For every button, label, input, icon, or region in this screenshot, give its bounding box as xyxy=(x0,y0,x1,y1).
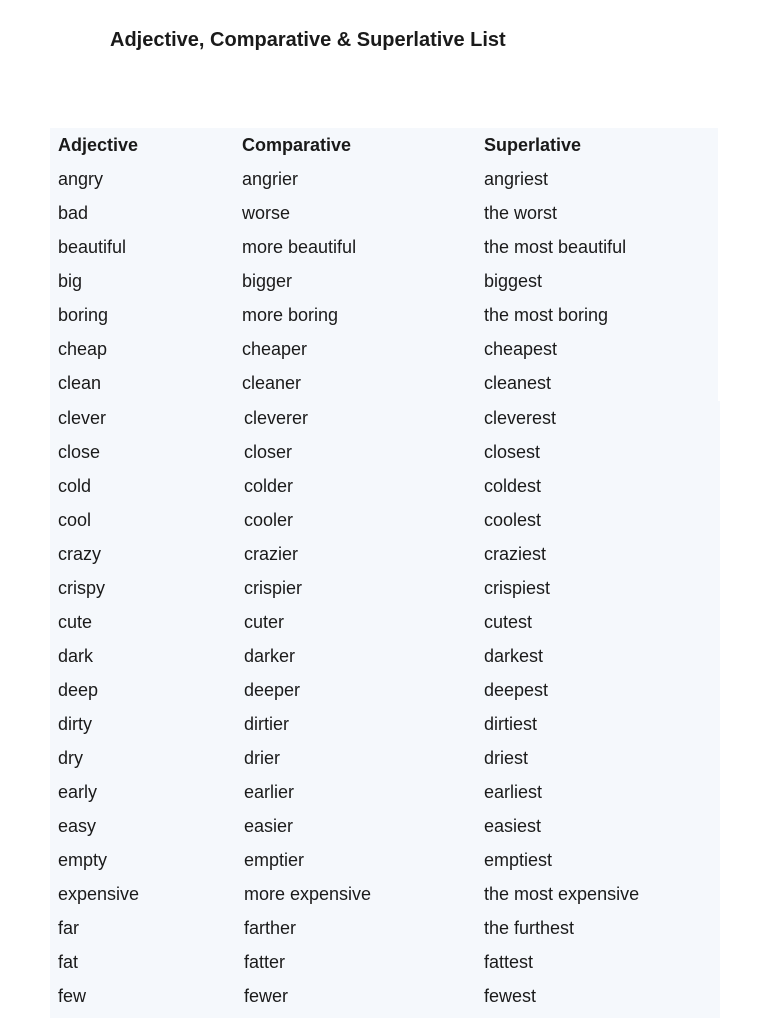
comparative-cell: more expensive xyxy=(244,884,372,904)
comparative-cell: easier xyxy=(244,816,294,836)
superlative-cell: the furthest xyxy=(484,918,575,938)
table-row xyxy=(50,401,720,435)
table-row xyxy=(50,196,718,230)
table-row xyxy=(50,435,720,469)
table-row xyxy=(50,673,720,707)
superlative-cell: fewest xyxy=(484,986,537,1006)
adjective-cell: beautiful xyxy=(58,237,127,257)
adjective-cell: few xyxy=(58,986,87,1006)
header-comparative: Comparative xyxy=(242,135,352,155)
adjective-cell: bad xyxy=(58,203,89,223)
table-row xyxy=(50,775,720,809)
superlative-cell: easiest xyxy=(484,816,542,836)
comparative-cell: crazier xyxy=(244,544,299,564)
adjective-cell: dirty xyxy=(58,714,93,734)
superlative-cell: emptiest xyxy=(484,850,553,870)
comparative-cell: angrier xyxy=(242,169,299,189)
superlative-cell: coldest xyxy=(484,476,542,496)
comparative-cell: cleaner xyxy=(242,373,302,393)
comparative-cell: cuter xyxy=(244,612,285,632)
superlative-cell: coolest xyxy=(484,510,542,530)
superlative-cell: cutest xyxy=(484,612,533,632)
table-row xyxy=(50,809,720,843)
superlative-cell: fattest xyxy=(484,952,534,972)
comparative-cell: emptier xyxy=(244,850,305,870)
superlative-cell: earliest xyxy=(484,782,543,802)
table-row xyxy=(50,945,720,979)
table-header-row xyxy=(50,128,718,162)
header-superlative: Superlative xyxy=(484,135,582,155)
adjective-cell: angry xyxy=(58,169,104,189)
table-row xyxy=(50,911,720,945)
comparative-cell: cheaper xyxy=(242,339,308,359)
comparative-cell: more boring xyxy=(242,305,339,325)
table-row xyxy=(50,571,720,605)
adjective-cell: cute xyxy=(58,612,93,632)
adjective-cell: deep xyxy=(58,680,99,700)
adjective-cell: big xyxy=(58,271,83,291)
header-adjective: Adjective xyxy=(58,135,139,155)
comparative-cell: fewer xyxy=(244,986,289,1006)
table-row xyxy=(50,707,720,741)
adjective-cell: crispy xyxy=(58,578,106,598)
comparative-cell: dirtier xyxy=(244,714,290,734)
comparative-cell: bigger xyxy=(242,271,293,291)
adjective-cell: clever xyxy=(58,408,107,428)
comparative-cell: closer xyxy=(244,442,293,462)
adjective-cell: dark xyxy=(58,646,94,666)
comparative-cell: more beautiful xyxy=(242,237,357,257)
superlative-cell: cleverest xyxy=(484,408,557,428)
superlative-cell: the most beautiful xyxy=(484,237,627,257)
table-row xyxy=(50,162,718,196)
superlative-cell: closest xyxy=(484,442,541,462)
table-row xyxy=(50,639,720,673)
superlative-cell: deepest xyxy=(484,680,549,700)
table-row xyxy=(50,503,720,537)
comparative-cell: cooler xyxy=(244,510,294,530)
word-table-lower xyxy=(50,401,720,1018)
word-table-upper xyxy=(50,128,718,401)
comparative-cell: fatter xyxy=(244,952,286,972)
comparative-cell: worse xyxy=(242,203,291,223)
comparative-cell: deeper xyxy=(244,680,301,700)
page-title: Adjective, Comparative & Superlative List xyxy=(110,29,506,51)
table-row xyxy=(50,366,718,400)
comparative-cell: farther xyxy=(244,918,297,938)
table-row xyxy=(50,979,720,1013)
table-row xyxy=(50,741,720,775)
table-row xyxy=(50,537,720,571)
table-row xyxy=(50,605,720,639)
adjective-cell: fat xyxy=(58,952,79,972)
table-row xyxy=(50,332,718,366)
comparative-cell: cleverer xyxy=(244,408,309,428)
comparative-cell: drier xyxy=(244,748,281,768)
adjective-cell: cool xyxy=(58,510,92,530)
comparative-cell: earlier xyxy=(244,782,295,802)
adjective-cell: early xyxy=(58,782,98,802)
superlative-cell: darkest xyxy=(484,646,544,666)
comparative-cell: colder xyxy=(244,476,294,496)
table-row xyxy=(50,877,720,911)
adjective-cell: boring xyxy=(58,305,109,325)
table-row xyxy=(50,298,718,332)
adjective-cell: close xyxy=(58,442,101,462)
adjective-cell: far xyxy=(58,918,80,938)
adjective-cell: expensive xyxy=(58,884,140,904)
comparative-cell: crispier xyxy=(244,578,303,598)
adjective-cell: cold xyxy=(58,476,92,496)
table-row xyxy=(50,843,720,877)
adjective-cell: cheap xyxy=(58,339,108,359)
superlative-cell: the most boring xyxy=(484,305,609,325)
adjective-cell: dry xyxy=(58,748,84,768)
superlative-cell: biggest xyxy=(484,271,543,291)
superlative-cell: angriest xyxy=(484,169,549,189)
superlative-cell: cheapest xyxy=(484,339,558,359)
table-row xyxy=(50,469,720,503)
superlative-cell: cleanest xyxy=(484,373,552,393)
table-row xyxy=(50,230,718,264)
adjective-cell: easy xyxy=(58,816,97,836)
table-row xyxy=(50,264,718,298)
superlative-cell: driest xyxy=(484,748,529,768)
superlative-cell: the worst xyxy=(484,203,558,223)
adjective-cell: empty xyxy=(58,850,108,870)
adjective-cell: crazy xyxy=(58,544,102,564)
adjective-cell: clean xyxy=(58,373,102,393)
superlative-cell: crispiest xyxy=(484,578,551,598)
superlative-cell: craziest xyxy=(484,544,547,564)
comparative-cell: darker xyxy=(244,646,296,666)
superlative-cell: the most expensive xyxy=(484,884,640,904)
superlative-cell: dirtiest xyxy=(484,714,538,734)
